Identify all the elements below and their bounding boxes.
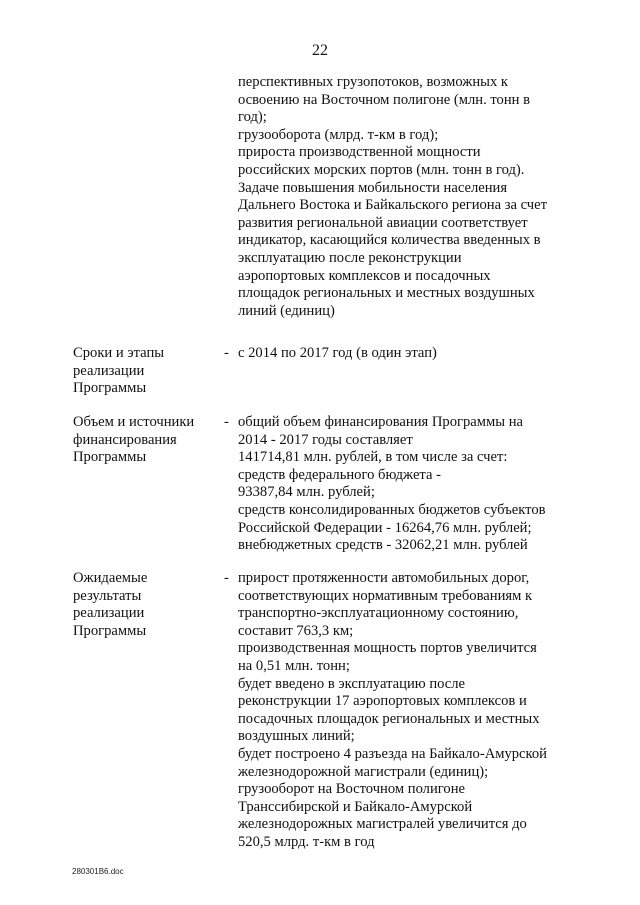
intro-line: площадок региональных и местных воздушных [238,285,535,302]
label-line: результаты [73,587,142,604]
section-dash: - [224,414,229,430]
content-line: с 2014 по 2017 год (в один этап) [238,345,437,361]
label-line: финансирования [73,431,177,448]
content-line: внебюджетных средств - 32062,21 млн. рублей [238,537,528,554]
content-line: Транссибирской и Байкало-Амурской [238,798,473,815]
content-line: производственная мощность портов увеличится [238,640,537,657]
content-line: на 0,51 млн. тонн; [238,657,350,674]
content-line: будет введено в эксплуатацию после [238,675,466,692]
content-line: 520,5 млрд. т-км в год [238,833,375,850]
content-line: 93387,84 млн. рублей; [238,484,375,501]
section-label [73,414,218,467]
content-line: 141714,81 млн. рублей, в том числе за счет: [238,449,508,466]
section-content [238,414,568,555]
intro-line: Дальнего Востока и Байкальского региона за счет [238,197,548,214]
content-line: будет построено 4 разъезда на Байкало-Амурской [238,745,547,762]
section-dash: - [224,345,229,361]
label-line: Программы [73,380,147,397]
section-label [73,570,218,640]
intro-text-block [238,74,568,320]
label-line: реализации [73,362,145,379]
label-line: Программы [73,622,147,639]
intro-line: аэропортовых комплексов и посадочных [238,267,491,284]
content-line: средств консолидированных бюджетов субъектов [238,501,546,518]
content-line: воздушных линий; [238,728,355,745]
intro-line: российских морских портов (млн. тонн в год). [238,161,525,178]
intro-line: линий (единиц) [238,302,335,319]
intro-line: перспективных грузопотоков, возможных к [238,74,509,90]
section-label [73,345,218,398]
content-line: средств федерального бюджета - [238,466,441,483]
intro-line: индикатор, касающийся количества введенных в [238,232,541,249]
intro-line: эксплуатацию после реконструкции [238,249,462,266]
intro-line: освоению на Восточном полигоне (млн. тонн в [238,91,531,108]
footer-filename: 280301B6.doc [72,867,124,876]
content-line: железнодорожных магистралей увеличится до [238,816,527,833]
content-line: грузооборот на Восточном полигоне [238,781,465,798]
intro-line: год); [238,109,267,126]
content-line: составит 763,3 км; [238,622,354,639]
label-line: Объем и источники [73,414,195,430]
intro-line: прироста производственной мощности [238,144,481,161]
content-line: прирост протяженности автомобильных дорог, [238,570,530,586]
intro-line: Задаче повышения мобильности населения [238,179,508,196]
content-line: железнодорожной магистрали (единиц); [238,763,489,780]
content-line: общий объем финансирования Программы на [238,414,523,430]
label-line: Сроки и этапы [73,345,165,361]
content-line: 2014 - 2017 годы составляет [238,431,413,448]
page-number: 22 [312,42,328,59]
content-line: транспортно-эксплуатационному состоянию, [238,605,519,622]
content-line: посадочных площадок региональных и местных [238,710,540,727]
intro-line: грузооборота (млрд. т-км в год); [238,126,439,143]
section-content [238,345,568,363]
section-dash: - [224,570,229,586]
content-line: реконструкции 17 аэропортовых комплексов и [238,693,527,710]
label-line: Ожидаемые [73,570,148,586]
intro-line: развития региональной авиации соответствует [238,214,528,231]
label-line: Программы [73,449,147,466]
content-line: Российской Федерации - 16264,76 млн. рублей; [238,519,532,536]
section-content [238,570,568,852]
content-line: соответствующих нормативным требованиям к [238,587,533,604]
label-line: реализации [73,605,145,622]
